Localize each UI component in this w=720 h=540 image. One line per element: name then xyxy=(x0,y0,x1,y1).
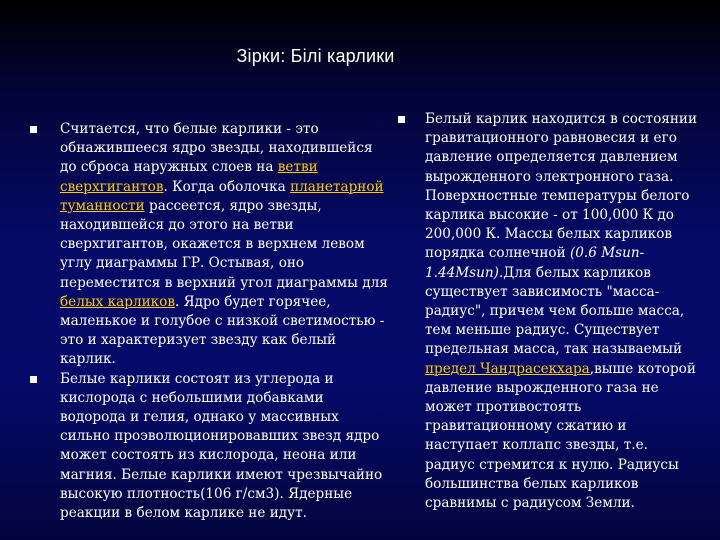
text-segment: . Ядро будет горячее, маленькое и голубое с низкой светимостью - это и характеризует звезду как белый карлик. xyxy=(60,293,385,368)
square-bullet-icon xyxy=(30,126,37,133)
text-segment: ,выше которой давление вырожденного газа не может противостоять гравитационному сжатию и наступает коллапс звезды, т.е. радиус стремится к нулю. Радиусы большинства белых карликов сравнимы с радиусом Земли. xyxy=(425,360,696,512)
square-bullet-icon xyxy=(30,376,37,383)
left-column xyxy=(30,120,390,523)
text-segment: . Когда оболочка xyxy=(163,178,291,195)
text-segment: Считается, что белые карлики - это обнажившееся ядро звезды, находившейся до сброса наружных слоев на xyxy=(60,121,373,176)
mass-range-italic: (0.6 Msun-1.44Msun) xyxy=(425,245,645,281)
left-bullet-item-1 xyxy=(30,120,390,370)
link-supergiant-branch[interactable]: ветви сверхгигантов xyxy=(60,159,318,195)
text-segment: .Для белых карликов существует зависимость "масса-радиус", причем чем больше масса, тем меньше радиус. Существует предельная масса, так называемый xyxy=(425,264,685,358)
right-bullet-item-1 xyxy=(398,110,698,513)
left-bullet-item-2 xyxy=(30,370,390,524)
right-column xyxy=(398,110,698,513)
link-planetary-nebula[interactable]: планетарной туманности xyxy=(60,178,384,214)
link-chandrasekhar-limit[interactable]: предел Чандрасекхара xyxy=(425,360,590,377)
link-white-dwarfs[interactable]: белых карликов xyxy=(60,293,176,310)
text-segment: Белые карлики состоят из углерода и кислорода с небольшими добавками водорода и гелия, однако у массивных сильно проэволюционировавших звезд ядро может состоять из кислорода, неона или магния. Белые карлики имеют чрезвычайно высокую плотность(106 г/см3). Ядерные реакции в белом карлике не идут. xyxy=(60,370,383,522)
square-bullet-icon xyxy=(398,116,405,123)
text-segment: рассеется, ядро звезды, находившейся до этого на ветви сверхгигантов, окажется в верхнем левом углу диаграммы ГР. Остывая, оно переместится в верхний угол диаграммы для xyxy=(60,197,388,291)
text-segment: Белый карлик находится в состоянии гравитационного равновесия и его давление определяется давлением вырожденного электронного газа. Поверхностные температуры белого карлика высокие - от 100,000 К до 200,000 К. Массы белых карликов порядка солнечной xyxy=(425,111,698,262)
slide-title: Зірки: Білі карлики xyxy=(236,46,395,66)
